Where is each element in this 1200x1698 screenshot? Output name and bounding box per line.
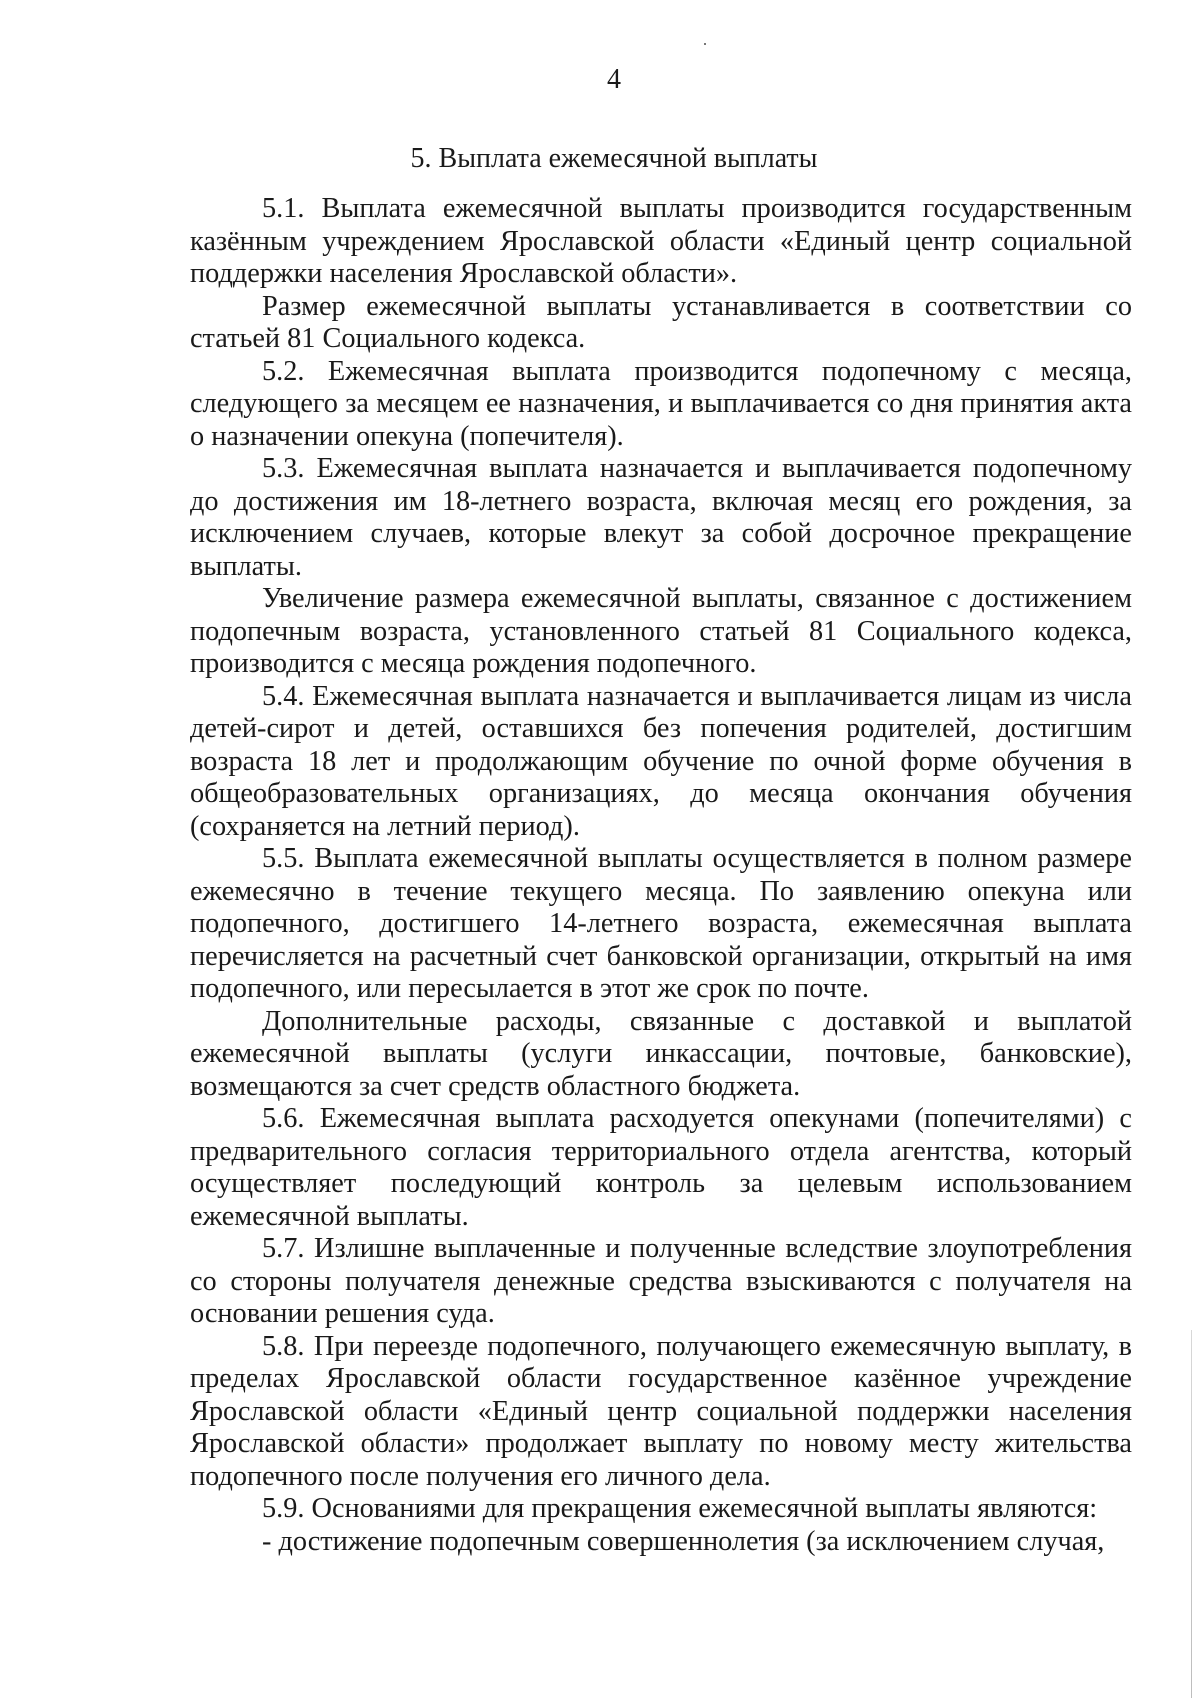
paragraph-5-3: 5.3. Ежемесячная выплата назначается и выплачивается подопечному до достижения им 18-летнего возраста, включая месяц его рождения, за исключением случаев, которые влекут за собой досрочное прекращение выплаты. (190, 453, 1132, 582)
paragraph-5-7: 5.7. Излишне выплаченные и полученные вследствие злоупотребления со стороны получателя денежные средства взыскиваются с получателя на основании решения суда. (190, 1233, 1132, 1329)
section-title: 5. Выплата ежемесячной выплаты (410, 143, 818, 174)
page-number: 4 (607, 64, 621, 95)
paragraph-5-4: 5.4. Ежемесячная выплата назначается и выплачивается лицам из числа детей-сирот и детей, оставшихся без попечения родителей, достигшим возраста 18 лет и продолжающим обучение по очной форме обучения в общеобразовательных организациях, до месяца окончания обучения (сохраняется на летний период). (190, 680, 1132, 842)
paragraph-5-6: 5.6. Ежемесячная выплата расходуется опекунами (попечителями) с предварительного согласия территориального отдела агентства, который осуществляет последующий контроль за целевым использованием ежемесячной выплаты. (190, 1103, 1132, 1232)
paragraph-5-5: 5.5. Выплата ежемесячной выплаты осуществляется в полном размере ежемесячно в течение текущего месяца. По заявлению опекуна или подопечного, достигшего 14-летнего возраста, ежемесячная выплата перечисляется на расчетный счет банковской организации, открытый на имя подопечного, или пересылается в этот же срок по почте. (190, 843, 1132, 1004)
paragraph-5-8: 5.8. При переезде подопечного, получающего ежемесячную выплату, в пределах Ярославской области государственное казённое учреждение Ярославской области «Единый центр социальной поддержки населения Ярославской области» продолжает выплату по новому месту жительства подопечного после получения его личного дела. (190, 1330, 1132, 1492)
paragraph-5-1-amount: Размер ежемесячной выплаты устанавливается в соответствии со статьей 81 Социального кодекса. (190, 290, 1132, 354)
paragraph-5-5-expenses: Дополнительные расходы, связанные с доставкой и выплатой ежемесячной выплаты (услуги инкассации, почтовые, банковские), возмещаются за счет средств областного бюджета. (190, 1005, 1132, 1102)
scan-edge-line (1191, 1330, 1192, 1698)
paragraph-5-9: 5.9. Основаниями для прекращения ежемесячной выплаты являются: (262, 1493, 1098, 1524)
paragraph-5-1: 5.1. Выплата ежемесячной выплаты производится государственным казённым учреждением Ярославской области «Единый центр социальной поддержки населения Ярославской области». (190, 193, 1132, 289)
scan-dot (704, 43, 706, 45)
paragraph-5-2: 5.2. Ежемесячная выплата производится подопечному с месяца, следующего за месяцем ее назначения, и выплачивается со дня принятия акта о назначении опекуна (попечителя). (190, 355, 1132, 452)
paragraph-5-3-increase: Увеличение размера ежемесячной выплаты, связанное с достижением подопечным возраста, установленного статьей 81 Социального кодекса, производится с месяца рождения подопечного. (190, 583, 1132, 679)
paragraph-5-9-item-1: - достижение подопечным совершеннолетия (за исключением случая, (262, 1525, 1105, 1557)
section-body (190, 193, 1132, 1558)
